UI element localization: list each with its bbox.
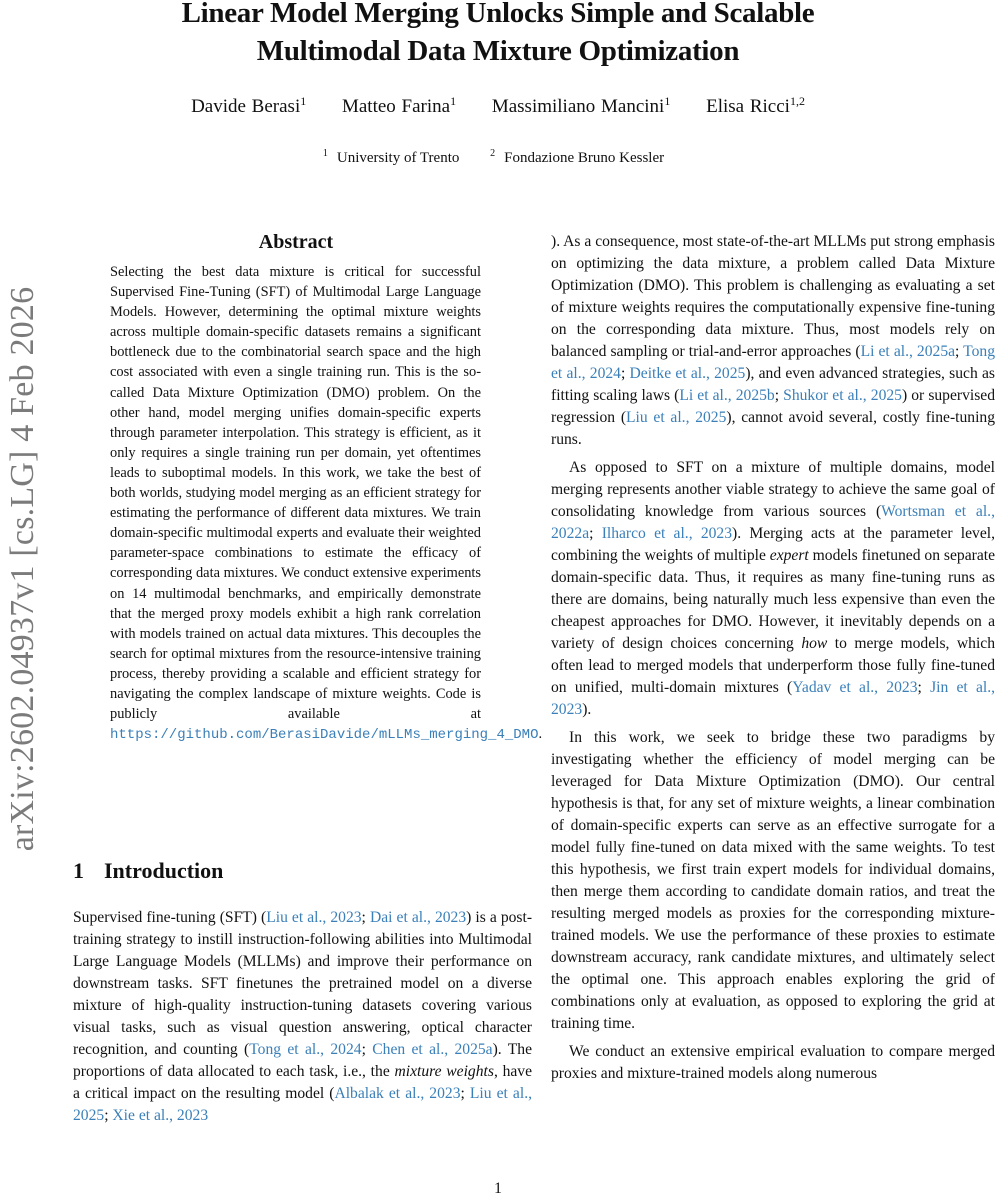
author: Massimiliano Mancini$^1$: [491, 94, 671, 117]
intro-paragraph-2: As opposed to SFT on a mixture of multiple domains, model merging represents another viable strategy to achieve the same goal of consolidating knowledge from various sources (Wortsman et al., 2022a; Ilharco et al., 2023). Merging acts at the parameter level, combining the weights of multiple expert models finetuned on separate domain-specific data. Thus, it requires as many fine-tuning runs as there are domains, being naturally much less expensive than even the cheapest approaches for DMO. However, it inevitably depends on a variety of design choices concerning how to merge models, which often lead to merged models that underperform those fully fine-tuned on unified, multi-domain mixtures (Yadav et al., 2023; Jin et al., 2023).: [551, 459, 996, 718]
author-list: [0, 96, 996, 118]
citation-link[interactable]: Albalak et al., 2023: [334, 1085, 461, 1102]
citation-link[interactable]: Deitke et al., 2025: [629, 365, 746, 382]
citation-link[interactable]: Ilharco et al., 2023: [601, 525, 733, 542]
citation-link[interactable]: Chen et al., 2025a: [372, 1041, 493, 1058]
intro-paragraph-1: Supervised fine-tuning (SFT) (Liu et al., 2023; Dai et al., 2023) is a post-training strategy to instill instruction-following abilities into Multimodal Large Language Models (MLLMs) and improve their performance on downstream tasks. SFT finetunes the pretrained model on a diverse mixture of high-quality instruction-tuning datasets covering various visual tasks, such as visual question answering, optical character recognition, and counting (Tong et al., 2024; Chen et al., 2025a). The proportions of data allocated to each task, i.e., the mixture weights, have a critical impact on the resulting model (Albalak et al., 2023; Liu et al., 2025; Xie et al., 2023: [73, 909, 533, 1124]
title-line-1: Linear Model Merging Unlocks Simple and Scalable: [181, 0, 815, 29]
citation-link[interactable]: Tong et al., 2024: [551, 343, 995, 382]
citation-link[interactable]: Shukor et al., 2025: [783, 387, 902, 404]
affiliation: $^1$ University of Trento: [322, 148, 460, 166]
citation-link[interactable]: Liu et al., 2023: [266, 909, 362, 926]
citation-link[interactable]: Li et al., 2025b: [679, 387, 775, 404]
affiliations: [0, 150, 996, 167]
citation-link[interactable]: Wortsman et al., 2022a: [551, 503, 995, 542]
intro-paragraph-4: We conduct an extensive empirical evaluation to compare merged proxies and mixture-trained models along numerous: [551, 1043, 995, 1082]
arxiv-stamp: arXiv:2602.04937v1 [cs.LG] 4 Feb 2026: [4, 286, 41, 852]
citation-link[interactable]: Xie et al., 2023: [112, 1107, 209, 1124]
citation-link[interactable]: Liu et al., 2025: [73, 1085, 532, 1124]
citation-link[interactable]: Yadav et al., 2023: [792, 679, 918, 696]
intro-column-left: [73, 907, 532, 1127]
citation-link[interactable]: Li et al., 2025a: [860, 343, 956, 360]
intro-paragraph-1-continued: ). As a consequence, most state-of-the-art MLLMs put strong emphasis on optimizing the data mixture, a problem called Data Mixture Optimization (DMO). This problem is challenging as evaluating a set of mixture weights requires the computationally expensive fine-tuning on the corresponding data mixture. Thus, most models rely on balanced sampling or trial-and-error approaches (Li et al., 2025a; Tong et al., 2024; Deitke et al., 2025), and even advanced strategies, such as fitting scaling laws (Li et al., 2025b; Shukor et al., 2025) or supervised regression (Liu et al., 2025), cannot avoid several, costly fine-tuning runs.: [551, 233, 996, 448]
code-link[interactable]: https://github.com/BerasiDavide/mLLMs_merging_4_DMO: [110, 727, 539, 744]
abstract-heading: Abstract: [258, 231, 334, 253]
paper-title: [0, 0, 996, 70]
author: Elisa Ricci$^{1,2}$: [706, 94, 805, 117]
abstract-body: Selecting the best data mixture is critical for successful Supervised Fine-Tuning (SFT) of Multimodal Large Language Models. However, determining the optimal mixture weights across multiple domain-specific datasets remains a significant bottleneck due to the combinatorial search space and the high cost associated with even a single training run. This is the so-called Data Mixture Optimization (DMO) problem. On the other hand, model merging unifies domain-specific experts through parameter interpolation. This strategy is efficient, as it only requires a single training run per domain, yet oftentimes leads to suboptimal models. In this work, we take the best of both worlds, studying model merging as an efficient strategy for estimating the performance of different data mixtures. We train domain-specific multimodal experts and evaluate their weighted parameter-space combinations to estimate the efficacy of corresponding data mixtures. We conduct extensive experiments on 14 multimodal benchmarks, and empirically demonstrate that the merged proxy models exhibit a high rank correlation with models trained on actual data mixtures. This decouples the search for optimal mixtures from the resource-intensive training process, thereby providing a scalable and efficient strategy for navigating the complex landscape of mixture weights. Code is publicly available at https://github.com/BerasiDavide/mLLMs_merging_4_DMO.: [110, 264, 543, 744]
title-line-2: Multimodal Data Mixture Optimization: [256, 35, 740, 67]
author: Davide Berasi$^1$: [191, 94, 307, 117]
intro-column-right: [551, 231, 995, 1085]
citation-link[interactable]: Liu et al., 2025: [626, 409, 727, 426]
affiliation: $^2$ Fondazione Bruno Kessler: [490, 148, 665, 166]
citation-link[interactable]: Jin et al., 2023: [551, 679, 996, 718]
citation-link[interactable]: Dai et al., 2023: [369, 909, 467, 926]
intro-paragraph-3: In this work, we seek to bridge these two paradigms by investigating whether the efficiency of model merging can be leveraged for Data Mixture Optimization (DMO). Our central hypothesis is that, for any set of mixture weights, a linear combination of domain-specific experts can serve as an effective surrogate for a model fully fine-tuned on data mixed with the same weights. To test this hypothesis, we first train expert models for individual domains, then merge them according to candidate domain ratios, and treat the resulting merged models as proxies for the corresponding mixture-trained models. We use the performance of these proxies to estimate downstream accuracy, rank candidate mixtures, and ultimately select the optimal one. This approach enables exploring the grid of combinations only at evaluation, as opposed to exploring the grid at training time.: [551, 729, 995, 1032]
page-number: 1: [494, 1180, 502, 1197]
section-heading-introduction: 1 Introduction: [73, 858, 224, 883]
citation-link[interactable]: Tong et al., 2024: [249, 1041, 362, 1058]
author: Matteo Farina$^1$: [341, 94, 457, 117]
